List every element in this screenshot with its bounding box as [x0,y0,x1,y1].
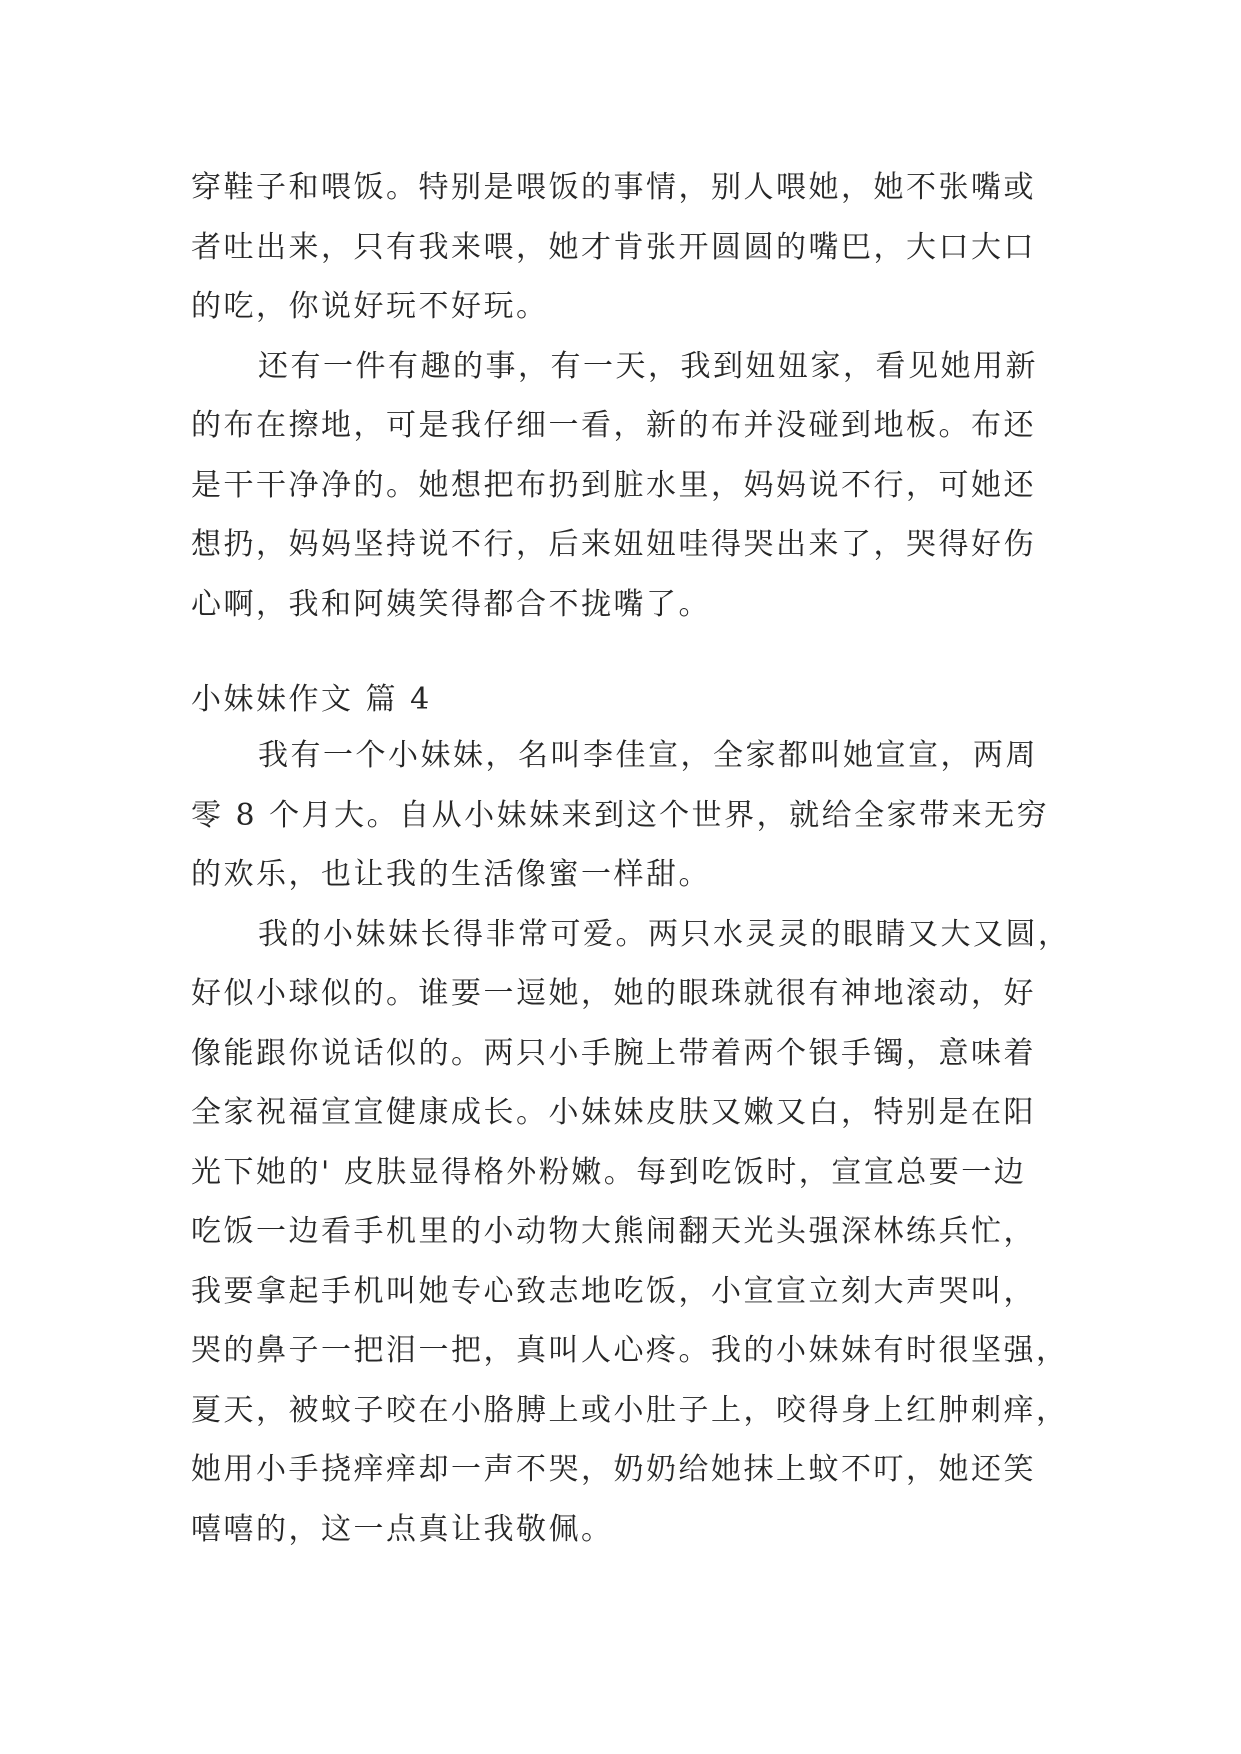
text-line: 我的小妹妹长得非常可爱。两只水灵灵的眼睛又大又圆， [258,916,1071,952]
text-line: 全家祝福宣宣健康成长。小妹妹皮肤又嫩又白，特别是在阳 [191,1095,1036,1130]
text-line: 的布在擦地，可是我仔细一看，新的布并没碰到地板。布还 [191,408,1036,443]
text-line: 还有一件有趣的事，有一天，我到妞妞家，看见她用新 [258,348,1038,384]
text-line: 是干干净净的。她想把布扔到脏水里，妈妈说不行，可她还 [191,467,1036,503]
intro-paragraph [191,158,1051,337]
text-line: 我要拿起手机叫她专心致志地吃饭，小宣宣立刻大声哭叫， [191,1273,1036,1309]
section-heading: 小妹妹作文 篇 4 [191,682,432,717]
text-line: 的吃，你说好玩不好玩。 [191,289,549,324]
text-line: 哭的鼻子一把泪一把，真叫人心疼。我的小妹妹有时很坚强， [191,1333,1069,1368]
text-line: 想扔，妈妈坚持说不行，后来妞妞哇得哭出来了，哭得好伤 [191,527,1036,562]
paragraph-2 [191,337,1051,635]
paragraph-4 [191,905,1071,1560]
text-line: 像能跟你说话似的。两只小手腕上带着两个银手镯，意味着 [191,1035,1036,1071]
text-line: 者吐出来，只有我来喂，她才肯张开圆圆的嘴巴，大口大口 [191,229,1036,265]
section-gap [191,634,1051,674]
text-line: 我有一个小妹妹，名叫李佳宣，全家都叫她宣宣，两周 [258,738,1038,773]
text-line: 夏天，被蚊子咬在小胳膊上或小肚子上，咬得身上红肿刺痒， [191,1392,1069,1428]
text-line: 好似小球似的。谁要一逗她，她的眼珠就很有神地滚动，好 [191,976,1036,1011]
text-line: 光下她的' 皮肤显得格外粉嫩。每到吃饭时，宣宣总要一边 [191,1154,1027,1190]
paragraph-3 [191,726,1051,905]
text-line: 零 8 个月大。自从小妹妹来到这个世界，就给全家带来无穷 [191,797,1050,833]
text-line: 她用小手挠痒痒却一声不哭，奶奶给她抹上蚊不叮，她还笑 [191,1452,1036,1487]
text-line: 的欢乐，也让我的生活像蜜一样甜。 [191,857,711,892]
document-page [191,158,1071,1559]
text-line: 穿鞋子和喂饭。特别是喂饭的事情，别人喂她，她不张嘴或 [191,170,1036,205]
text-line: 心啊，我和阿姨笑得都合不拢嘴了。 [191,586,711,622]
text-line: 嘻嘻的，这一点真让我敬佩。 [191,1511,614,1547]
text-line: 吃饭一边看手机里的小动物大熊闹翻天光头强深林练兵忙， [191,1214,1036,1249]
